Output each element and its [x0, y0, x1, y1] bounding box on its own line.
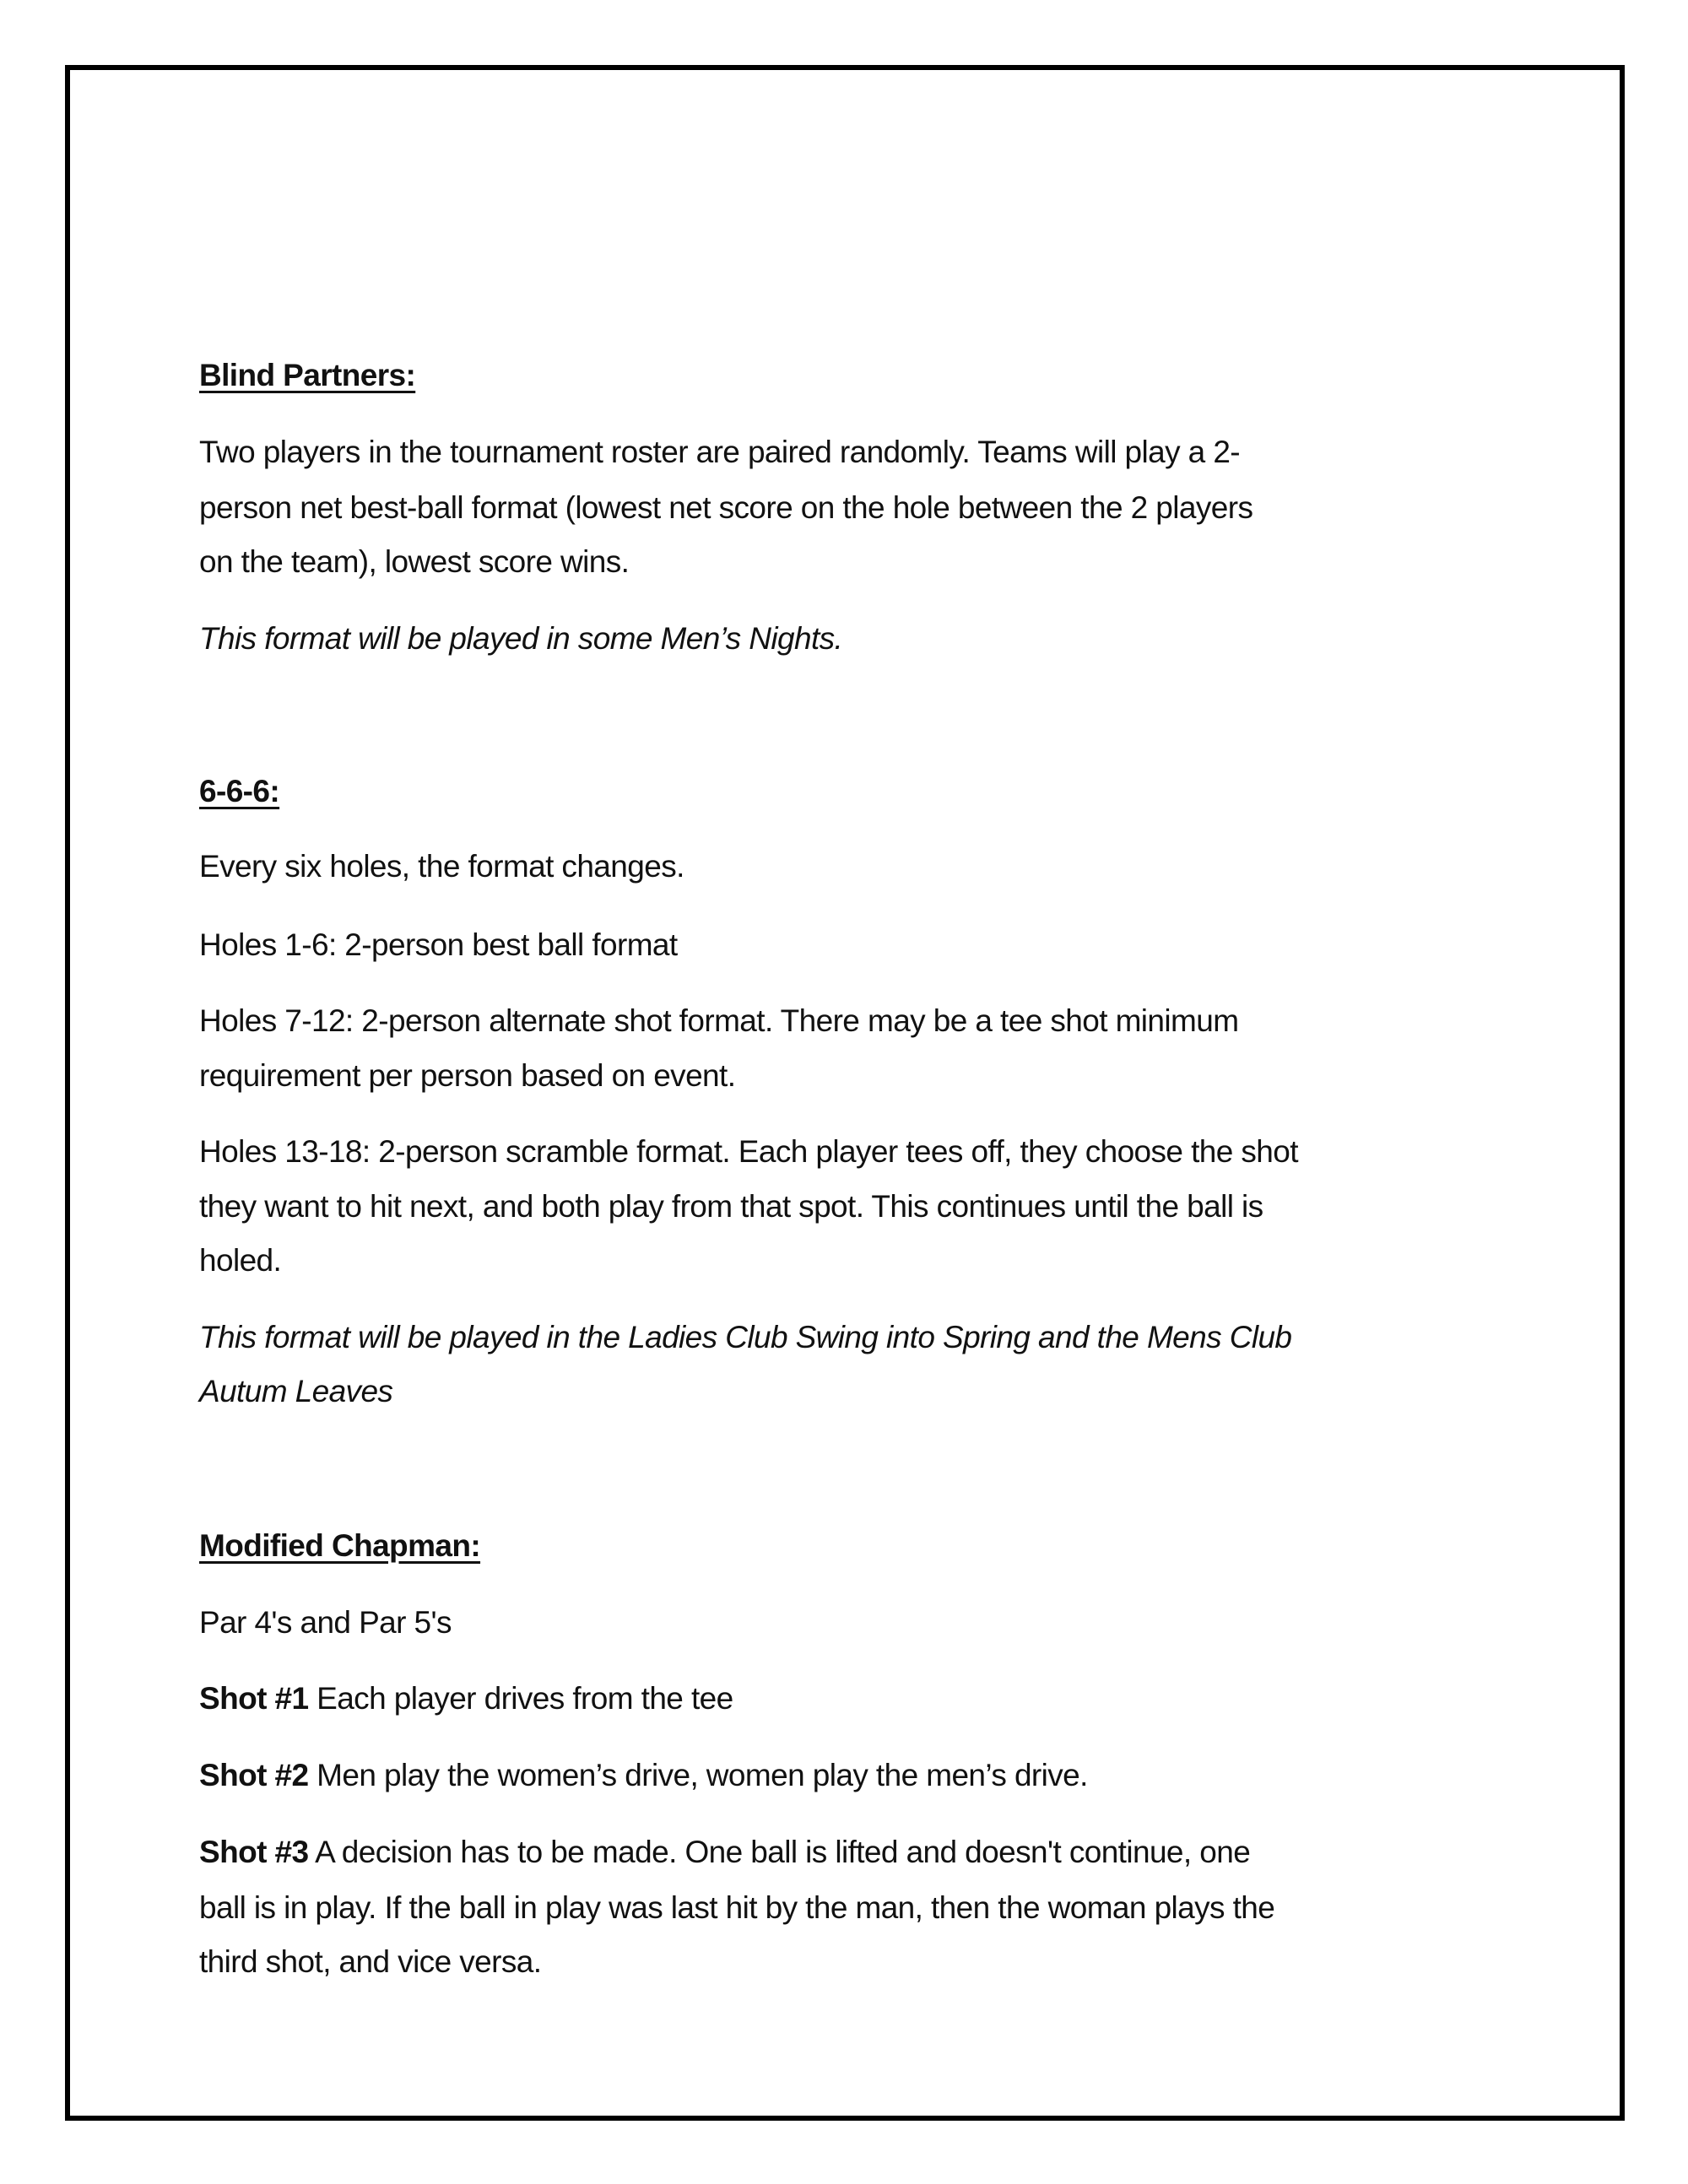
section-heading-modified-chapman: Modified Chapman: [199, 1528, 481, 1563]
body-text: Every six holes, the format changes. [199, 849, 684, 884]
body-text: on the team), lowest score wins. [199, 544, 630, 579]
shot-label: Shot #3 [199, 1835, 309, 1869]
shot-2-text [199, 1748, 1088, 1803]
body-text: requirement per person based on event. [199, 1058, 736, 1093]
body-text: Two players in the tournament roster are paired randomly. Teams will play a 2- [199, 435, 1241, 469]
section-heading-6-6-6: 6-6-6: [199, 774, 280, 808]
shot-1-text [199, 1671, 733, 1727]
format-note: Autum Leaves [199, 1374, 393, 1408]
body-text: ball is in play. If the ball in play was last hit by the man, then the woman plays the [199, 1890, 1275, 1925]
body-text: Holes 1-6: 2-person best ball format [199, 927, 678, 962]
body-text: holed. [199, 1243, 282, 1278]
body-text: person net best-ball format (lowest net score on the hole between the 2 players [199, 490, 1253, 525]
shot-label: Shot #1 [199, 1681, 309, 1716]
body-text: Par 4's and Par 5's [199, 1605, 452, 1640]
body-text: third shot, and vice versa. [199, 1944, 542, 1979]
section-heading-blind-partners: Blind Partners: [199, 358, 416, 392]
body-text: they want to hit next, and both play from that spot. This continues until the ball is [199, 1189, 1263, 1224]
shot-description: A decision has to be made. One ball is lifted and doesn't continue, one [308, 1835, 1251, 1869]
format-note: This format will be played in some Men’s Nights. [199, 621, 843, 656]
shot-description: Men play the women’s drive, women play the men’s drive. [308, 1758, 1088, 1792]
body-text: Holes 13-18: 2-person scramble format. Each player tees off, they choose the shot [199, 1134, 1298, 1169]
shot-description: Each player drives from the tee [308, 1681, 733, 1716]
body-text: Holes 7-12: 2-person alternate shot format. There may be a tee shot minimum [199, 1003, 1239, 1038]
shot-3-text [199, 1825, 1250, 1880]
shot-label: Shot #2 [199, 1758, 309, 1792]
format-note: This format will be played in the Ladies Club Swing into Spring and the Mens Club [199, 1320, 1292, 1354]
